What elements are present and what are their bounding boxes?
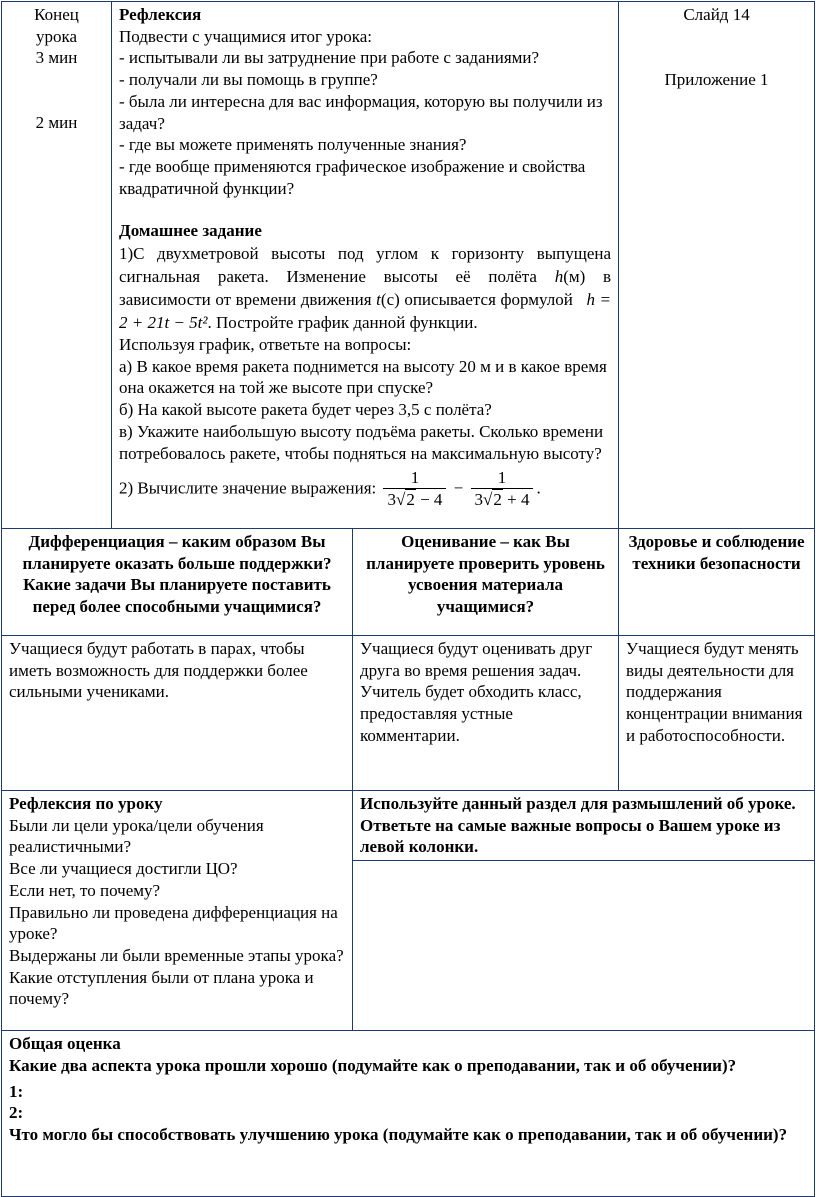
reflection-question: Выдержаны ли были временные этапы урока? (9, 945, 344, 965)
reflection-answer-area (353, 861, 815, 1031)
assessment-header: Оценивание – как Вы планируете проверить уровень усвоения материала учащимися? (353, 529, 619, 636)
hw1-formula: h = 2 + 21t − 5t² (119, 290, 612, 333)
summary-item-2: 2: (9, 1103, 24, 1123)
hw1-intro: 1)С двухметровой высоты под углом к горизонту выпущена сигнальная ракета. Изменение высоты её полёта (119, 244, 612, 287)
section-contents-row (2, 636, 815, 791)
reflection-question: Все ли учащиеся достигли ЦО? (9, 859, 238, 879)
summary-item-1: 1: (9, 1081, 24, 1101)
hw1-var-t: t (376, 290, 381, 310)
summary-question-1: Какие два аспекта урока прошли хорошо (подумайте как о преподавании, так и об обучении)? (9, 1055, 737, 1075)
hw2-num-2: 1 (471, 468, 534, 489)
reflection-question: Были ли цели урока/цели обучения реалистичными? (9, 815, 264, 857)
summary-title: Общая оценка (9, 1034, 121, 1054)
hw-line: б) На какой высоте ракета будет через 3,5 с полёта? (119, 400, 492, 420)
hw-line: а) В какое время ракета поднимется на высоту 20 м и в какое время она окажется на той же высоте при спуске? (119, 356, 607, 398)
hw2-dot: . (536, 478, 541, 498)
hw2-den-1: 3√2 − 4 (387, 490, 443, 510)
homework-task-2 (119, 468, 611, 511)
hw1-mid: (м) в зависимости от времени движения (119, 267, 612, 310)
slide-ref: Слайд 14 (683, 5, 750, 24)
hw2-den2-rad: 2 (493, 490, 502, 510)
reflection-line: - получали ли вы помощь в группе? (119, 70, 378, 90)
hw2-den1-coef: 3 (387, 490, 396, 510)
assessment-text-2: Учитель будет обходить класс, предоставляя устные комментарии. (360, 682, 582, 745)
reflection-row-top (2, 791, 815, 861)
reflection-line: - была ли интересна для вас информация, которую вы получили из задач? (119, 91, 603, 133)
differentiation-header: Дифференциация – каким образом Вы планируете оказать больше поддержки? Какие задачи Вы планируете поставить перед более способными учащимися? (2, 529, 353, 636)
summary-cell (2, 1031, 815, 1197)
hw2-den2-coef: 3 (474, 490, 484, 510)
homework-task-1 (119, 242, 611, 334)
hw-line: Используя график, ответьте на вопросы: (119, 335, 412, 355)
hw2-label: 2) Вычислите значение выражения: (119, 478, 377, 498)
hw2-den2-tail: + 4 (502, 490, 530, 510)
time-label-2min: 2 мин (35, 113, 78, 133)
hw1-tail: (с) описывается формулой (380, 290, 573, 310)
summary-question-2: Что могло бы способствовать улучшению урока (подумайте как о преподавании, так и об обучении)? (9, 1124, 788, 1144)
lesson-plan-table (1, 1, 815, 1197)
time-label-lesson: урока (35, 26, 78, 46)
activity-cell (112, 2, 619, 529)
stage-row (2, 2, 815, 529)
hw1-end: . Постройте график данной функции. (207, 313, 478, 333)
homework-title: Домашнее задание (119, 221, 262, 241)
reflection-lesson-title: Рефлексия по уроку (9, 794, 163, 813)
health-text: Учащиеся будут менять виды деятельности для поддержания концентрации внимания и работоспособности. (619, 636, 815, 791)
hw2-fraction-2 (471, 468, 534, 511)
hw-line: в) Укажите наибольшую высоту подъёма ракеты. Сколько времени потребовалось ракете, чтобы подняться на максимальную высоту? (119, 421, 604, 463)
summary-row (2, 1031, 815, 1197)
reflection-line: - испытывали ли вы затруднение при работе с заданиями? (119, 48, 540, 68)
health-header: Здоровье и соблюдение техники безопасности (619, 529, 815, 636)
reflection-question: Какие отступления были от плана урока и почему? (9, 967, 314, 1009)
assessment-text-1: Учащиеся будут оценивать друг друга во время решения задач. (360, 639, 593, 680)
reflection-line: - где вообще применяются графическое изображение и свойства квадратичной функции? (119, 156, 586, 198)
reflection-title: Рефлексия (119, 5, 202, 24)
reflection-question: Правильно ли проведена дифференциация на уроке? (9, 902, 338, 944)
differentiation-text: Учащиеся будут работать в парах, чтобы иметь возможность для поддержки более сильными учениками. (2, 636, 353, 791)
reflection-question: Если нет, то почему? (9, 880, 161, 900)
time-cell (2, 2, 112, 529)
assessment-cell (353, 636, 619, 791)
hw2-den1-rad: 2 (406, 490, 415, 510)
hw2-den1-tail: − 4 (415, 490, 443, 510)
hw2-fraction-1 (383, 468, 446, 511)
hw2-num-1: 1 (383, 468, 446, 489)
appendix-ref: Приложение 1 (664, 69, 769, 89)
hw2-den-2: 3√2 + 4 (474, 490, 530, 510)
time-label-end: Конец (34, 5, 79, 24)
time-label-3min: 3 мин (35, 48, 78, 68)
resources-cell (619, 2, 815, 529)
hw2-minus: − (453, 478, 464, 498)
reflection-line: - где вы можете применять полученные знания? (119, 135, 467, 155)
reflection-lesson-cell (2, 791, 353, 1031)
hw1-var-h: h (554, 267, 564, 287)
reflection-line: Подвести с учащимися итог урока: (119, 26, 372, 46)
section-headers-row (2, 529, 815, 636)
reflection-note: Используйте данный раздел для размышлений об уроке. Ответьте на самые важные вопросы о Вашем уроке из левой колонки. (353, 791, 815, 861)
